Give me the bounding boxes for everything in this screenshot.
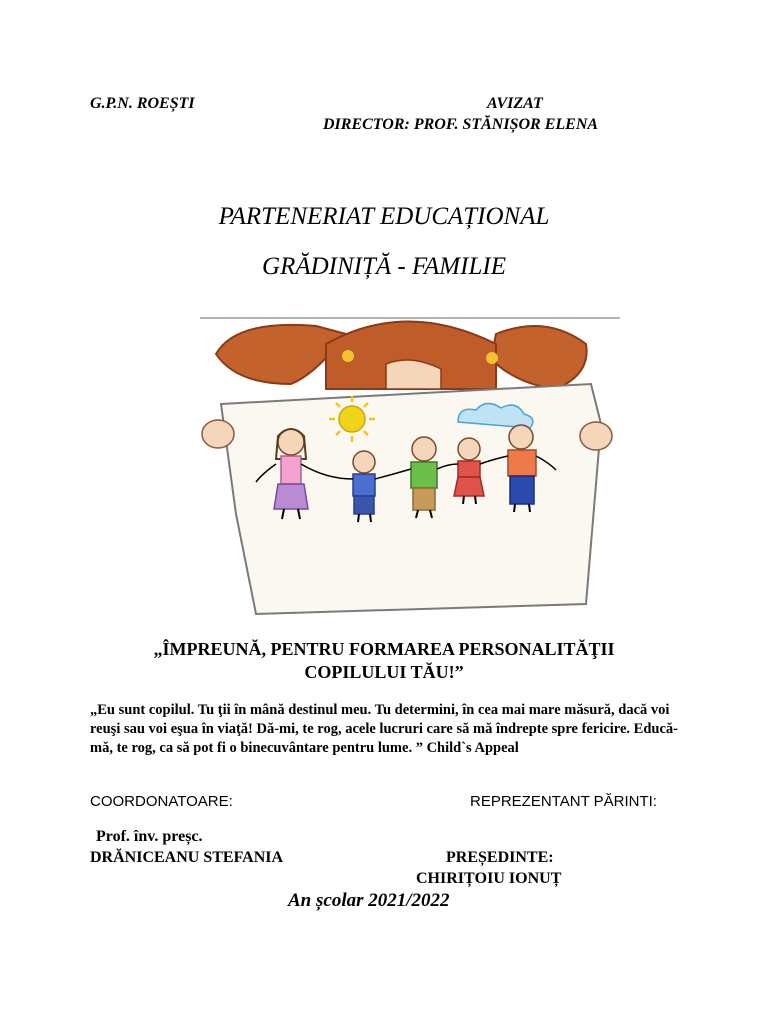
motto-line-2: COPILULUI TĂU!” xyxy=(304,662,464,682)
document-subtitle: GRĂDINIȚĂ - FAMILIE xyxy=(262,253,506,280)
avizat-label: AVIZAT xyxy=(487,95,543,112)
childs-appeal-quote: „Eu sunt copilul. Tu ţii în mână destinul meu. Tu determini, în cea mai mare măsură, dacă voi reuşi sau voi eşua în viaţă! Dă-mi, te rog, acele lucruri care să mă îndrepte spre fericire. Educă-mă, te rog, ca să pot fi o binecuvântare pentru lume. ” Child`s Appeal xyxy=(90,702,678,756)
child-figure-boy-orange xyxy=(508,425,536,512)
motto xyxy=(0,638,768,684)
coordinator-title: Prof. înv. preșc. xyxy=(96,828,203,845)
president-name: CHIRIȚOIU IONUȚ xyxy=(416,870,562,887)
president-label: PREȘEDINTE: xyxy=(446,849,554,866)
school-year: An școlar 2021/2022 xyxy=(288,890,450,911)
children-drawing-illustration xyxy=(196,314,622,622)
child-figure-boy-green xyxy=(411,437,437,518)
director-line: DIRECTOR: PROF. STĂNIȘOR ELENA xyxy=(323,116,599,133)
institution-name: G.P.N. ROEȘTI xyxy=(90,95,195,112)
girl-hair xyxy=(216,322,587,390)
child-figure-boy-blue xyxy=(353,451,375,522)
child-figure-girl-red xyxy=(454,438,484,504)
document-title: PARTENERIAT EDUCAȚIONAL xyxy=(218,203,550,230)
motto-line-1: „ÎMPREUNĂ, PENTRU FORMAREA PERSONALITĂŢII xyxy=(153,639,615,659)
coordinator-name: DRĂNICEANU STEFANIA xyxy=(90,849,284,866)
parents-representative-label: REPREZENTANT PĂRINTI: xyxy=(470,793,657,810)
coordinator-label: COORDONATOARE: xyxy=(90,793,233,810)
